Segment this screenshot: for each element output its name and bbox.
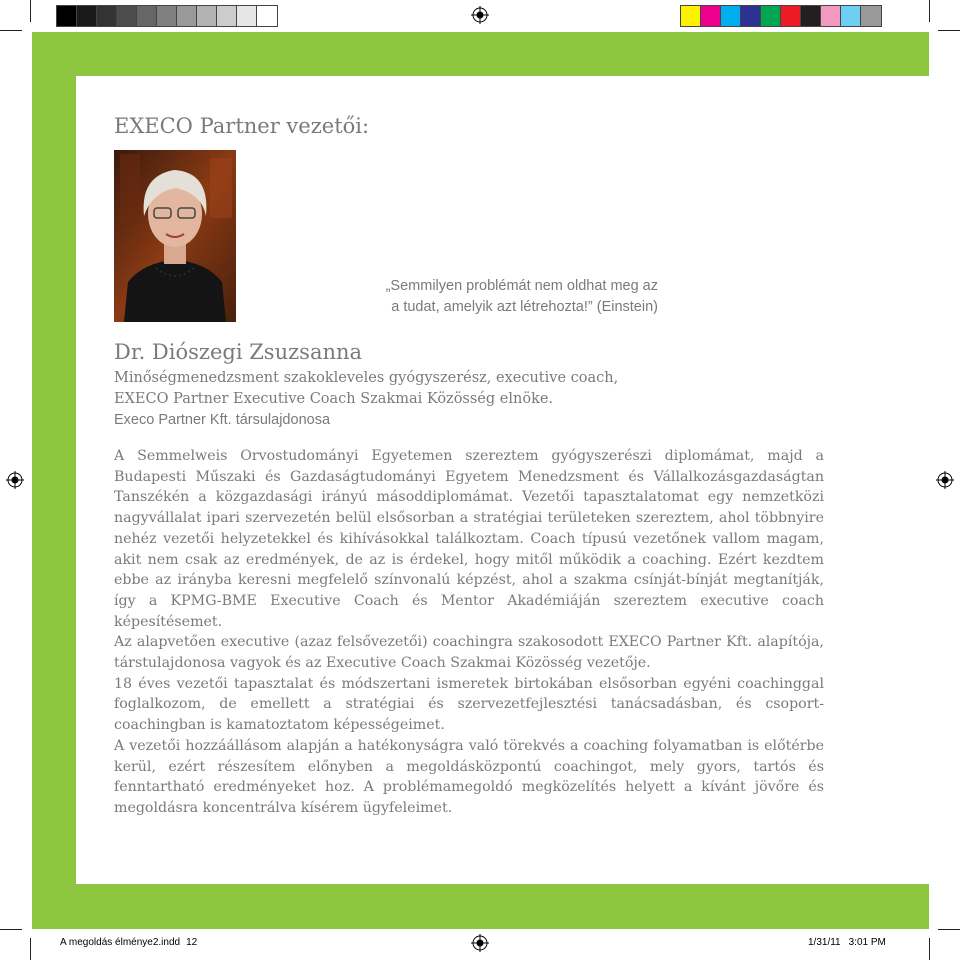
page-heading: EXECO Partner vezetői: xyxy=(114,114,370,138)
paragraph: 18 éves vezetői tapasztalat és módszertani ismeretek birtokában elsősorban egyéni coachinggal foglalkozom, de emellett a stratégiai és szervezetfejlesztési tanácsadásban, és csoport-coachingban is kamatoztatom képességeimet. xyxy=(114,675,824,734)
color-swatch xyxy=(841,6,861,26)
registration-mark-icon xyxy=(471,934,489,952)
color-swatch xyxy=(197,6,217,26)
color-swatch xyxy=(721,6,741,26)
slug-page-number: 12 xyxy=(186,937,198,948)
color-swatch xyxy=(97,6,117,26)
quote-line: a tudat, amelyik azt létrehozta!” (Einstein) xyxy=(391,299,658,315)
crop-mark xyxy=(929,0,930,22)
title-line: Minőségmenedzsment szakokleveles gyógyszerész, executive coach, xyxy=(114,370,619,386)
biography-text xyxy=(114,446,824,819)
crop-mark xyxy=(30,0,31,22)
paragraph: A Semmelweis Orvostudományi Egyetemen szereztem gyógyszerészi diplomámat, majd a Budapesti Műszaki és Gazdaságtudományi Egyetem Menedzsment és Vállalkozásgazdaságtan Tanszékén a közgazdasági irányú másoddiplomámat. Vezetői tapasztalatomat egy nemzetközi nagyvállalat ipari szervezetén belül elsősorban a stratégiai területeken szereztem, ahol többnyire nehéz vezetői helyzetekkel és kihívásokkal találkoztam. Coach típusú vezetőnek vallom magam, akit nem csak az eredmények, de az is érdekel, hogy mitől működik a coaching. Ezért kezdtem ebbe az irányba keresni megfelelő színvonalú képzést, ahol a szakma csínját-bínját megtanítják, így a KPMG-BME Executive Coach és Mentor Akadémiáján szereztem executive coach képesítésemet. xyxy=(114,448,824,630)
crop-mark xyxy=(30,938,31,960)
einstein-quote xyxy=(300,276,658,318)
crop-mark xyxy=(938,30,960,31)
crop-mark xyxy=(929,938,930,960)
crop-mark xyxy=(0,30,22,31)
company-line: Execo Partner Kft. társulajdonosa xyxy=(114,412,331,428)
color-swatch xyxy=(821,6,841,26)
slug-file-info xyxy=(60,937,197,948)
slug-date: 1/31/11 xyxy=(808,937,841,948)
portrait-photo xyxy=(114,150,236,322)
grayscale-bar xyxy=(56,5,278,27)
paragraph: Az alapvetően executive (azaz felsővezetői) coachingra szakosodott EXECO Partner Kft. alapítója, társtulajdonosa vagyok és az Executive Coach Szakmai Közösség vezetője. xyxy=(114,634,824,672)
color-swatch xyxy=(701,6,721,26)
paragraph: A vezetői hozzáállásom alapján a hatékonyságra való törekvés a coaching folyamatban is előtérbe kerül, ezért részesítem előnyben a megoldásközpontú coachingot, mely gyors, tartós és fenntartható eredményeket hoz. A problémamegoldó megközelítés helyett a kívánt jövőre és megoldásra koncentrálva kísérem ügyfeleimet. xyxy=(114,737,824,816)
color-bar xyxy=(680,5,882,27)
slug-time: 3:01 PM xyxy=(848,937,886,948)
color-swatch xyxy=(157,6,177,26)
crop-mark xyxy=(0,929,22,930)
color-swatch xyxy=(681,6,701,26)
registration-mark-icon xyxy=(6,471,24,489)
slug-timestamp xyxy=(808,937,886,948)
person-titles xyxy=(114,368,618,431)
title-line: EXECO Partner Executive Coach Szakmai Közösség elnöke. xyxy=(114,391,554,407)
color-swatch xyxy=(137,6,157,26)
person-name: Dr. Diószegi Zsuzsanna xyxy=(114,340,363,364)
slug-filename: A megoldás élménye2.indd xyxy=(60,937,181,948)
color-swatch xyxy=(257,6,277,26)
color-swatch xyxy=(781,6,801,26)
registration-mark-icon xyxy=(471,6,489,24)
color-swatch xyxy=(861,6,881,26)
color-swatch xyxy=(77,6,97,26)
color-swatch xyxy=(217,6,237,26)
color-swatch xyxy=(117,6,137,26)
color-swatch xyxy=(741,6,761,26)
color-swatch xyxy=(761,6,781,26)
color-swatch xyxy=(57,6,77,26)
color-swatch xyxy=(237,6,257,26)
quote-line: „Semmilyen problémát nem oldhat meg az xyxy=(385,278,658,294)
color-swatch xyxy=(177,6,197,26)
registration-mark-icon xyxy=(936,471,954,489)
color-swatch xyxy=(801,6,821,26)
crop-mark xyxy=(938,929,960,930)
